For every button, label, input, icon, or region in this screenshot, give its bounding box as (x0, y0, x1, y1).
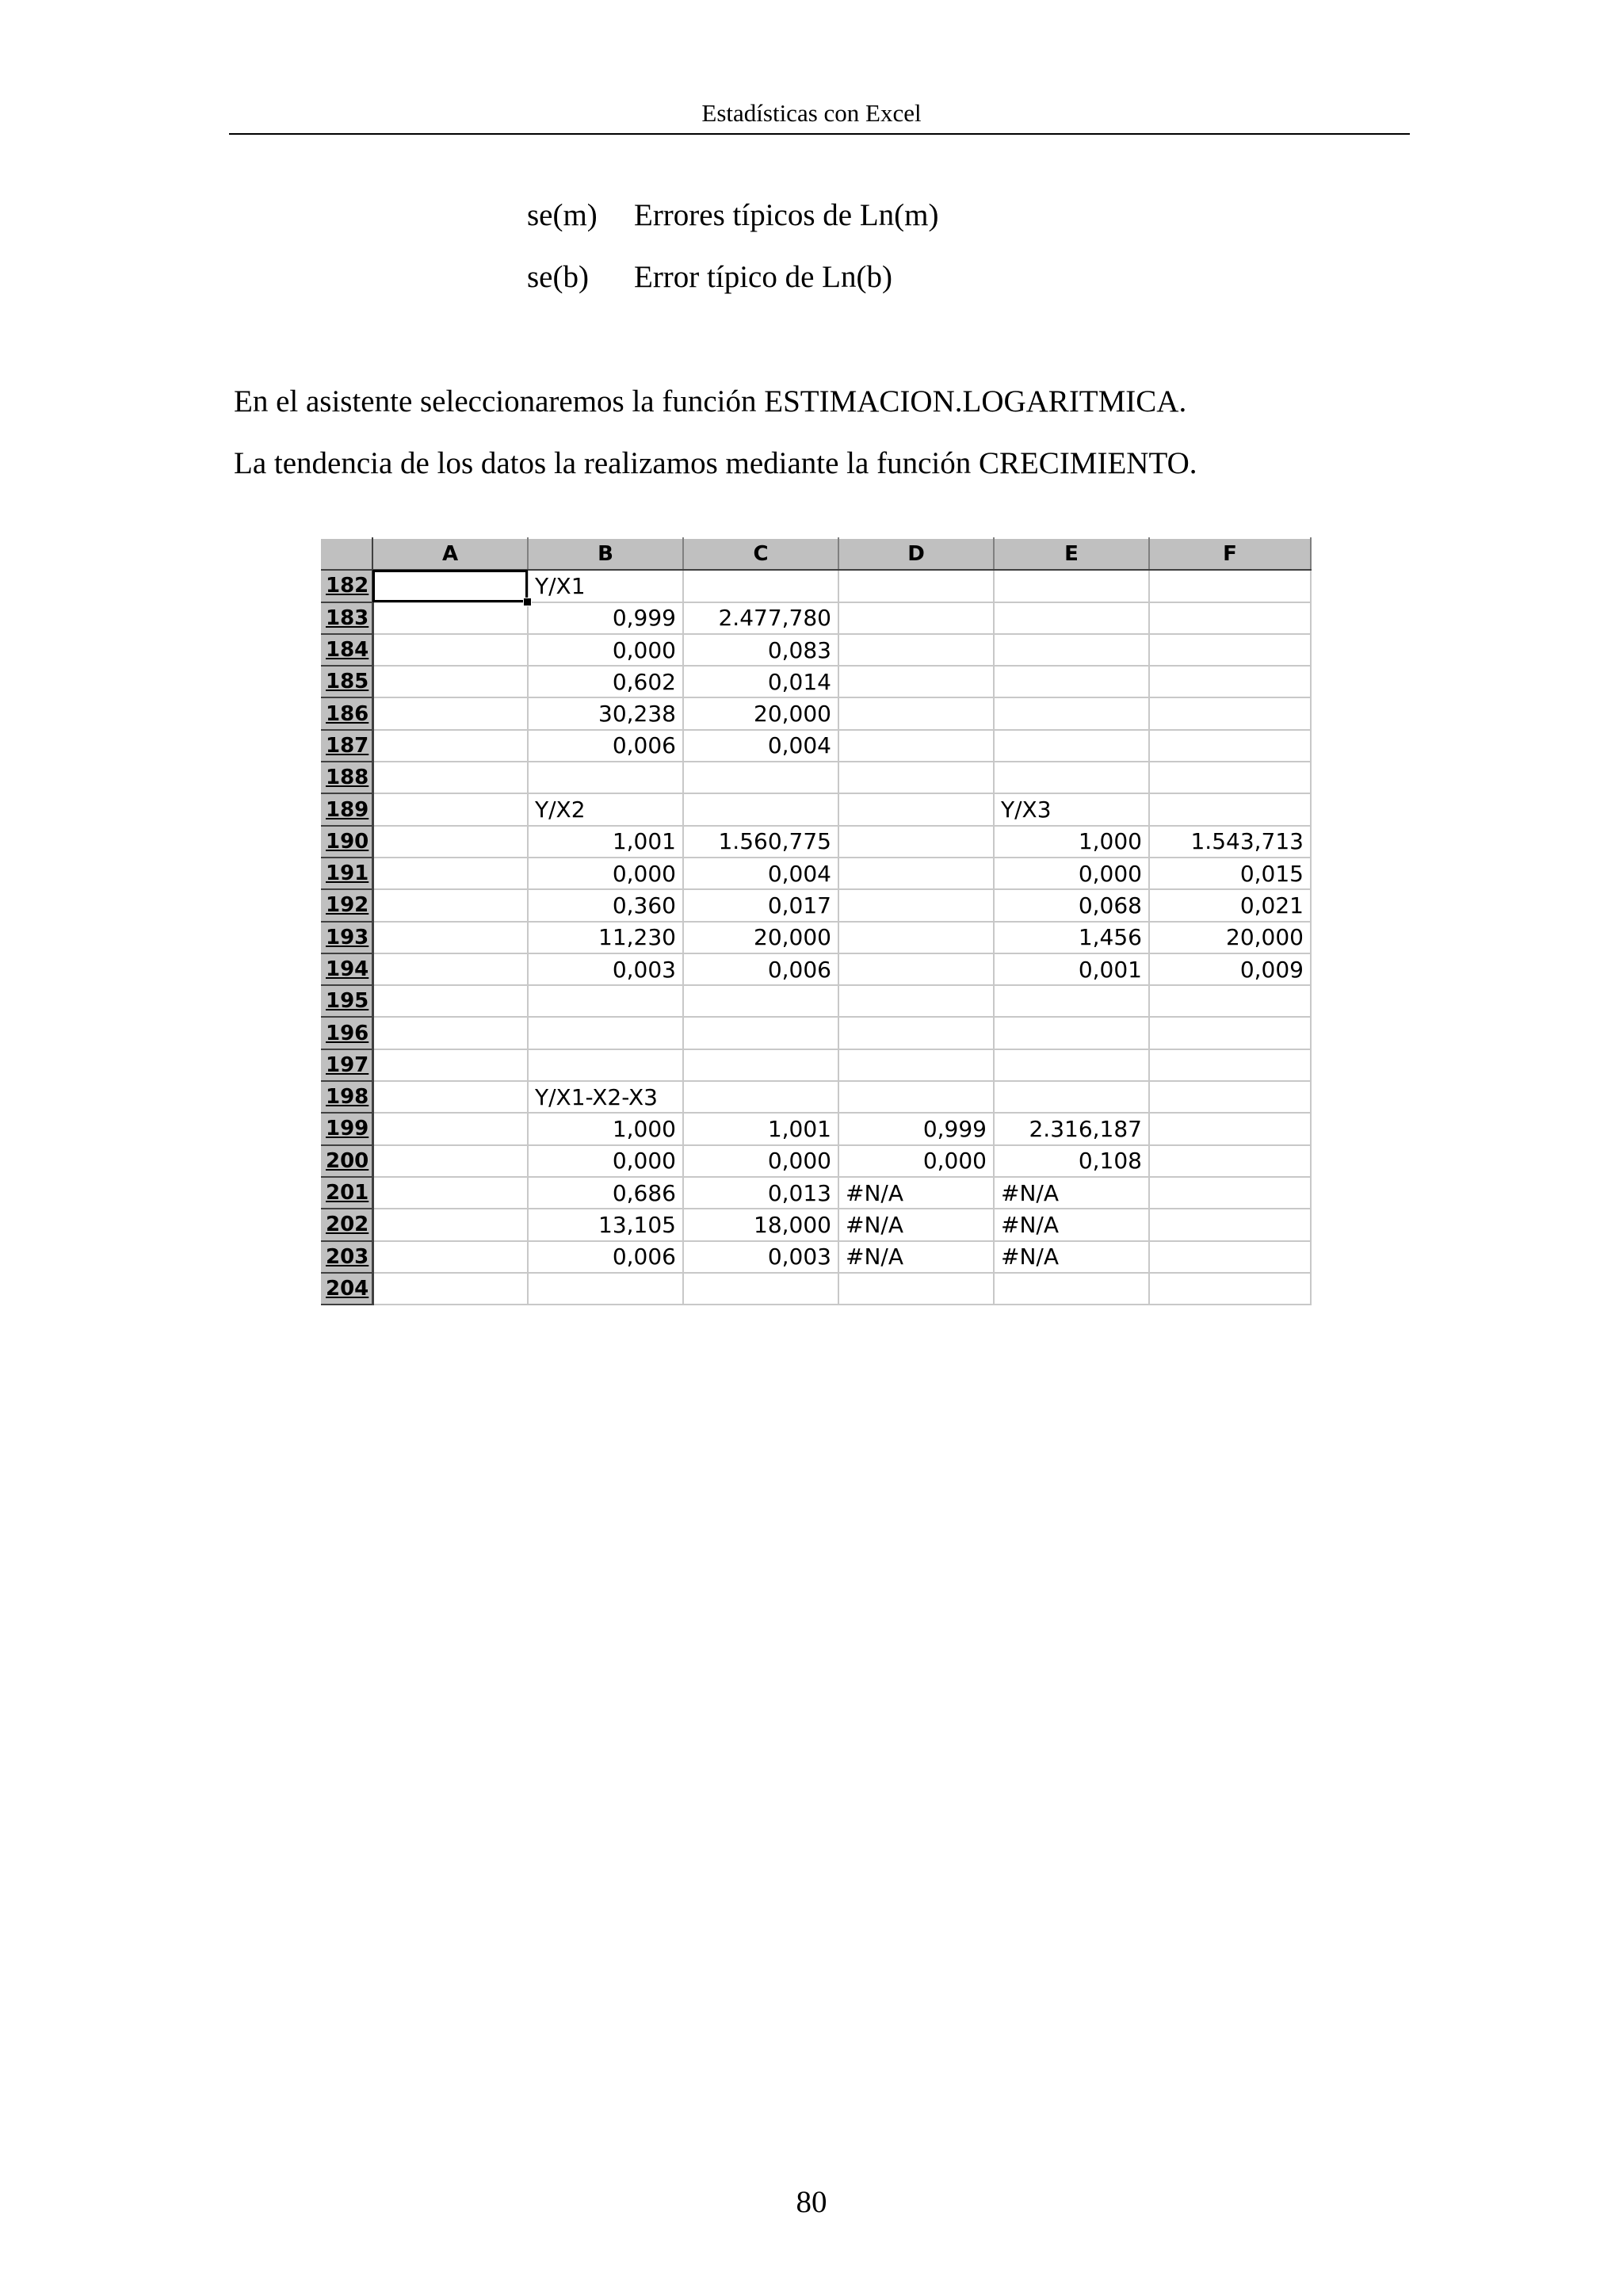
table-row (321, 1081, 1311, 1113)
spreadsheet-cell[interactable] (838, 1273, 994, 1305)
spreadsheet-grid[interactable] (321, 537, 1316, 1306)
spreadsheet-cell[interactable]: Y/X1-X2-X3 (528, 1081, 683, 1113)
spreadsheet-cell[interactable] (1149, 570, 1311, 602)
row-header[interactable]: 200 (321, 1145, 372, 1177)
spreadsheet-cell[interactable]: 0,014 (683, 666, 838, 697)
spreadsheet-cell[interactable]: 0,004 (683, 858, 838, 889)
spreadsheet-table (321, 537, 1312, 1305)
row-header[interactable]: 194 (321, 953, 372, 985)
spreadsheet-cell[interactable] (372, 762, 528, 793)
spreadsheet-cell[interactable] (683, 985, 838, 1017)
spreadsheet-cell[interactable] (838, 697, 994, 729)
spreadsheet-cell[interactable]: 0,006 (528, 730, 683, 762)
table-row (321, 1049, 1311, 1081)
spreadsheet-cell[interactable] (838, 985, 994, 1017)
spreadsheet-cell[interactable] (838, 1017, 994, 1049)
spreadsheet-cell[interactable] (838, 666, 994, 697)
row-header[interactable]: 198 (321, 1081, 372, 1113)
spreadsheet-cell[interactable]: 1,001 (683, 1113, 838, 1144)
spreadsheet-cell[interactable]: 0,000 (838, 1145, 994, 1177)
spreadsheet-cell[interactable] (372, 1049, 528, 1081)
table-row (321, 1113, 1311, 1144)
spreadsheet-cell[interactable] (683, 1081, 838, 1113)
spreadsheet-cell[interactable] (372, 826, 528, 858)
spreadsheet-cell[interactable]: 0,001 (994, 953, 1149, 985)
spreadsheet-cell[interactable] (1149, 1081, 1311, 1113)
spreadsheet-cell[interactable] (838, 793, 994, 825)
spreadsheet-cell[interactable]: #N/A (994, 1241, 1149, 1273)
spreadsheet-cell[interactable]: #N/A (838, 1241, 994, 1273)
spreadsheet-cell[interactable] (372, 697, 528, 729)
spreadsheet-cell[interactable]: Y/X2 (528, 793, 683, 825)
spreadsheet-cell[interactable] (1149, 1241, 1311, 1273)
spreadsheet-cell[interactable] (1149, 1145, 1311, 1177)
spreadsheet-cell[interactable] (1149, 1017, 1311, 1049)
spreadsheet-cell[interactable] (372, 634, 528, 666)
spreadsheet-cell[interactable] (372, 666, 528, 697)
spreadsheet-cell[interactable] (372, 1177, 528, 1209)
spreadsheet-cell[interactable] (838, 858, 994, 889)
row-header[interactable]: 197 (321, 1049, 372, 1081)
spreadsheet-cell[interactable] (683, 762, 838, 793)
spreadsheet-cell[interactable]: 0,999 (528, 602, 683, 634)
spreadsheet-cell[interactable]: 20,000 (683, 922, 838, 953)
spreadsheet-cell[interactable] (528, 762, 683, 793)
spreadsheet-cell[interactable]: 0,000 (528, 1145, 683, 1177)
spreadsheet-cell[interactable] (994, 1049, 1149, 1081)
paragraph: La tendencia de los datos la realizamos mediante la función CRECIMIENTO. (234, 446, 1197, 480)
table-row (321, 953, 1311, 985)
spreadsheet-cell[interactable] (1149, 1113, 1311, 1144)
spreadsheet-cell[interactable]: 2.477,780 (683, 602, 838, 634)
spreadsheet-cell[interactable]: 18,000 (683, 1209, 838, 1240)
spreadsheet-cell[interactable] (994, 985, 1149, 1017)
spreadsheet-cell[interactable]: 11,230 (528, 922, 683, 953)
row-header[interactable]: 196 (321, 1017, 372, 1049)
spreadsheet-cell[interactable]: 0,013 (683, 1177, 838, 1209)
spreadsheet-cell[interactable] (528, 1049, 683, 1081)
table-row (321, 762, 1311, 793)
table-row (321, 602, 1311, 634)
spreadsheet-cell[interactable]: 0,021 (1149, 889, 1311, 921)
row-header[interactable]: 185 (321, 666, 372, 697)
column-header-row (321, 538, 1311, 570)
row-header[interactable]: 183 (321, 602, 372, 634)
column-header[interactable]: D (838, 538, 994, 570)
definition-description: Error típico de Ln(b) (634, 260, 892, 294)
spreadsheet-cell[interactable] (683, 1017, 838, 1049)
spreadsheet-cell[interactable]: 0,686 (528, 1177, 683, 1209)
table-row (321, 666, 1311, 697)
spreadsheet-cell[interactable]: Y/X3 (994, 793, 1149, 825)
row-header[interactable]: 191 (321, 858, 372, 889)
spreadsheet-cell[interactable]: #N/A (994, 1209, 1149, 1240)
spreadsheet-cell[interactable] (994, 762, 1149, 793)
column-header[interactable]: B (528, 538, 683, 570)
spreadsheet-cell[interactable]: 0,006 (528, 1241, 683, 1273)
spreadsheet-cell[interactable] (994, 602, 1149, 634)
spreadsheet-cell[interactable]: 0,004 (683, 730, 838, 762)
spreadsheet-cell[interactable] (994, 1081, 1149, 1113)
spreadsheet-cell[interactable] (528, 1273, 683, 1305)
spreadsheet-cell[interactable] (683, 793, 838, 825)
spreadsheet-cell[interactable] (372, 1241, 528, 1273)
spreadsheet-cell[interactable]: 30,238 (528, 697, 683, 729)
spreadsheet-cell[interactable]: 1.543,713 (1149, 826, 1311, 858)
table-row (321, 922, 1311, 953)
fill-handle[interactable] (523, 598, 532, 606)
table-row (321, 634, 1311, 666)
spreadsheet-cell[interactable]: 0,009 (1149, 953, 1311, 985)
spreadsheet-cell[interactable]: Y/X1 (528, 570, 683, 602)
spreadsheet-cell[interactable] (1149, 1273, 1311, 1305)
spreadsheet-cell[interactable] (838, 1049, 994, 1081)
spreadsheet-cell[interactable]: 0,003 (528, 953, 683, 985)
table-row (321, 793, 1311, 825)
spreadsheet-cell[interactable]: 0,000 (683, 1145, 838, 1177)
spreadsheet-cell[interactable] (372, 1113, 528, 1144)
select-all-corner[interactable] (321, 538, 372, 570)
spreadsheet-cell[interactable]: 20,000 (683, 697, 838, 729)
spreadsheet-cell[interactable]: 1,000 (528, 1113, 683, 1144)
spreadsheet-cell[interactable] (838, 730, 994, 762)
spreadsheet-cell[interactable] (372, 922, 528, 953)
row-header[interactable]: 189 (321, 793, 372, 825)
paragraph: En el asistente seleccionaremos la función ESTIMACION.LOGARITMICA. (234, 384, 1187, 418)
row-header[interactable]: 202 (321, 1209, 372, 1240)
row-header[interactable]: 188 (321, 762, 372, 793)
spreadsheet-cell[interactable]: 13,105 (528, 1209, 683, 1240)
spreadsheet-cell[interactable]: 0,003 (683, 1241, 838, 1273)
table-row (321, 697, 1311, 729)
page-number: 80 (796, 2185, 827, 2219)
table-row (321, 1273, 1311, 1305)
spreadsheet-cell[interactable] (683, 1273, 838, 1305)
definition-term: se(b) (527, 260, 589, 294)
spreadsheet-cell[interactable] (372, 602, 528, 634)
spreadsheet-cell[interactable]: #N/A (994, 1177, 1149, 1209)
column-header[interactable]: E (994, 538, 1149, 570)
spreadsheet-cell[interactable] (1149, 1049, 1311, 1081)
table-row (321, 889, 1311, 921)
spreadsheet-cell[interactable]: 0,108 (994, 1145, 1149, 1177)
spreadsheet-cell[interactable]: 0,000 (528, 858, 683, 889)
spreadsheet-cell[interactable]: 1,001 (528, 826, 683, 858)
spreadsheet-cell[interactable] (1149, 793, 1311, 825)
spreadsheet-cell[interactable] (1149, 730, 1311, 762)
row-header[interactable]: 203 (321, 1241, 372, 1273)
spreadsheet-cell[interactable]: #N/A (838, 1177, 994, 1209)
row-header[interactable]: 190 (321, 826, 372, 858)
spreadsheet-cell[interactable] (1149, 762, 1311, 793)
row-header[interactable]: 204 (321, 1273, 372, 1305)
spreadsheet-cell[interactable] (994, 730, 1149, 762)
definition-term: se(m) (527, 198, 598, 232)
spreadsheet-cell[interactable] (838, 602, 994, 634)
spreadsheet-cell[interactable]: 0,015 (1149, 858, 1311, 889)
table-row (321, 858, 1311, 889)
table-row (321, 826, 1311, 858)
row-header[interactable]: 186 (321, 697, 372, 729)
spreadsheet-cell[interactable] (838, 953, 994, 985)
spreadsheet-cell[interactable] (994, 1273, 1149, 1305)
spreadsheet-cell[interactable] (1149, 1177, 1311, 1209)
row-header[interactable]: 199 (321, 1113, 372, 1144)
spreadsheet-cell[interactable] (528, 985, 683, 1017)
spreadsheet-cell[interactable] (372, 858, 528, 889)
spreadsheet-cell[interactable]: 0,017 (683, 889, 838, 921)
spreadsheet-cell[interactable]: 20,000 (1149, 922, 1311, 953)
spreadsheet-cell[interactable]: 0,000 (528, 634, 683, 666)
spreadsheet-cell[interactable] (372, 1081, 528, 1113)
spreadsheet-cell[interactable] (1149, 1209, 1311, 1240)
spreadsheet-cell[interactable]: 1,456 (994, 922, 1149, 953)
table-row (321, 1241, 1311, 1273)
column-header[interactable]: A (372, 538, 528, 570)
row-header[interactable]: 192 (321, 889, 372, 921)
table-row (321, 1017, 1311, 1049)
spreadsheet-cell[interactable] (372, 1273, 528, 1305)
spreadsheet-cell[interactable] (994, 666, 1149, 697)
spreadsheet-cell[interactable]: 1.560,775 (683, 826, 838, 858)
table-row (321, 730, 1311, 762)
row-header[interactable]: 201 (321, 1177, 372, 1209)
spreadsheet-cell[interactable] (994, 634, 1149, 666)
running-header: Estadísticas con Excel (701, 99, 922, 127)
spreadsheet-cell[interactable] (994, 570, 1149, 602)
spreadsheet-cell[interactable] (372, 793, 528, 825)
spreadsheet-cell[interactable] (994, 1017, 1149, 1049)
spreadsheet-cell[interactable] (838, 889, 994, 921)
definition-description: Errores típicos de Ln(m) (634, 198, 939, 232)
row-header[interactable]: 193 (321, 922, 372, 953)
spreadsheet-cell[interactable] (372, 1145, 528, 1177)
spreadsheet-cell[interactable] (838, 826, 994, 858)
spreadsheet-cell[interactable] (1149, 666, 1311, 697)
table-row (321, 570, 1311, 602)
table-row (321, 1177, 1311, 1209)
table-row (321, 1145, 1311, 1177)
spreadsheet-cell[interactable]: 0,068 (994, 889, 1149, 921)
spreadsheet-cell[interactable]: 0,602 (528, 666, 683, 697)
spreadsheet-cell[interactable] (994, 697, 1149, 729)
row-header[interactable]: 195 (321, 985, 372, 1017)
spreadsheet-cell[interactable]: 1,000 (994, 826, 1149, 858)
spreadsheet-cell[interactable] (838, 634, 994, 666)
column-header[interactable]: F (1149, 538, 1311, 570)
row-header[interactable]: 187 (321, 730, 372, 762)
column-header[interactable]: C (683, 538, 838, 570)
spreadsheet-cell[interactable]: 0,999 (838, 1113, 994, 1144)
spreadsheet-cell[interactable] (838, 1081, 994, 1113)
row-header[interactable]: 182 (321, 570, 372, 602)
spreadsheet-cell[interactable] (683, 570, 838, 602)
spreadsheet-cell[interactable] (1149, 634, 1311, 666)
spreadsheet-cell[interactable] (528, 1017, 683, 1049)
spreadsheet-cell[interactable] (372, 889, 528, 921)
spreadsheet-cell[interactable] (1149, 985, 1311, 1017)
spreadsheet-cell[interactable] (683, 1049, 838, 1081)
spreadsheet-cell[interactable]: #N/A (838, 1209, 994, 1240)
spreadsheet-cell[interactable]: 0,360 (528, 889, 683, 921)
spreadsheet-cell[interactable] (372, 1209, 528, 1240)
table-row (321, 1209, 1311, 1240)
spreadsheet-cell[interactable]: 0,006 (683, 953, 838, 985)
spreadsheet-cell[interactable] (838, 570, 994, 602)
spreadsheet-cell[interactable] (372, 953, 528, 985)
table-row (321, 985, 1311, 1017)
spreadsheet-cell[interactable] (838, 922, 994, 953)
spreadsheet-cell[interactable] (372, 570, 528, 602)
spreadsheet-cell[interactable] (372, 730, 528, 762)
spreadsheet-cell[interactable] (1149, 602, 1311, 634)
spreadsheet-cell[interactable] (1149, 697, 1311, 729)
spreadsheet-cell[interactable]: 0,000 (994, 858, 1149, 889)
header-rule (229, 133, 1410, 135)
spreadsheet-cell[interactable] (372, 985, 528, 1017)
spreadsheet-cell[interactable] (838, 762, 994, 793)
spreadsheet-cell[interactable]: 0,083 (683, 634, 838, 666)
spreadsheet-cell[interactable]: 2.316,187 (994, 1113, 1149, 1144)
spreadsheet-cell[interactable] (372, 1017, 528, 1049)
row-header[interactable]: 184 (321, 634, 372, 666)
